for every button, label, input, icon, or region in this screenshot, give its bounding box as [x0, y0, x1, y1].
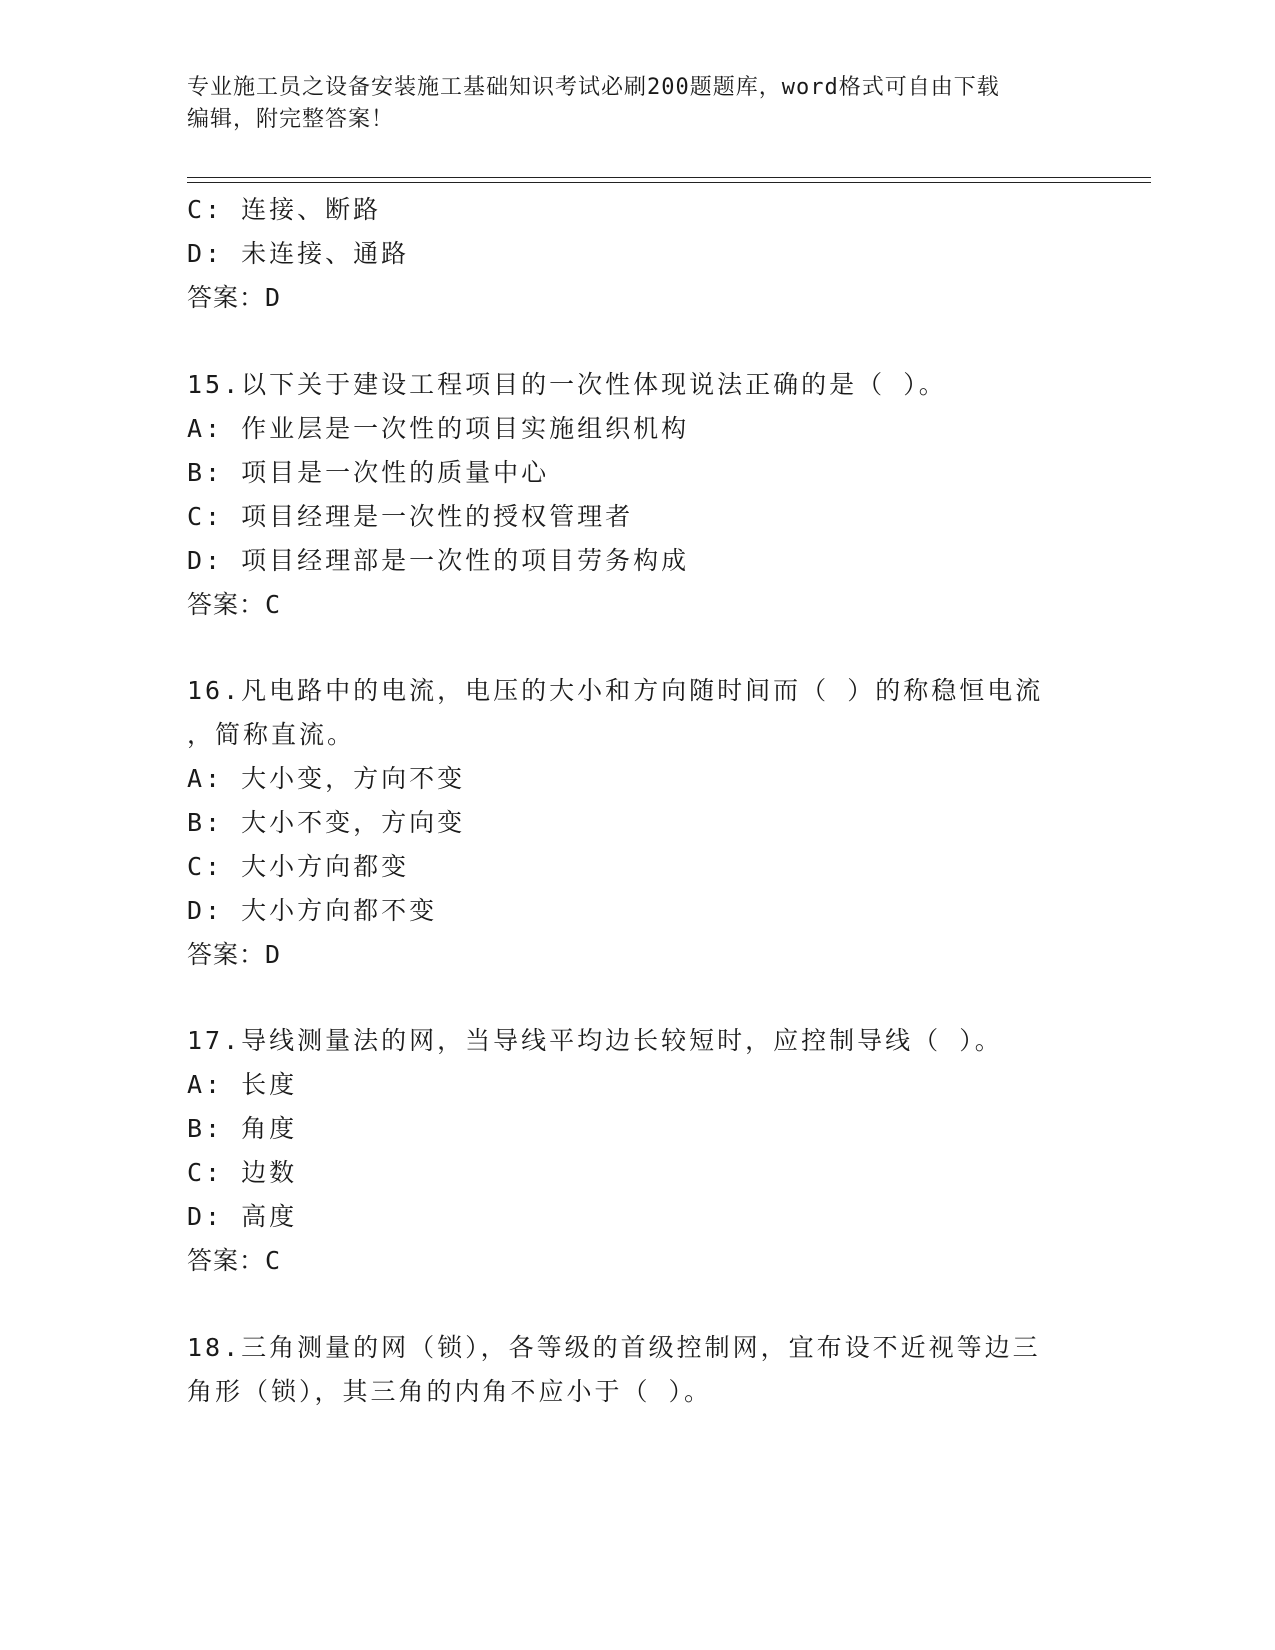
header-divider-top — [187, 177, 1151, 178]
q18-stem-line-1: 18.三角测量的网（锁），各等级的首级控制网，宜布设不近视等边三 — [187, 1333, 1041, 1362]
q16-option-a: A: 大小变，方向不变 — [187, 764, 466, 793]
q16-option-d: D: 大小方向都不变 — [187, 896, 438, 925]
q15-answer: 答案：C — [187, 590, 282, 619]
prev-question-answer: 答案：D — [187, 283, 282, 312]
q15-option-b: B: 项目是一次性的质量中心 — [187, 458, 550, 487]
q16-option-c: C: 大小方向都变 — [187, 852, 410, 881]
prev-question-option-c: C: 连接、断路 — [187, 195, 382, 224]
header-title-line-2: 编辑，附完整答案！ — [187, 107, 395, 132]
q15-stem: 15.以下关于建设工程项目的一次性体现说法正确的是（ ）。 — [187, 370, 947, 399]
document-header — [187, 72, 1087, 136]
q16-answer: 答案：D — [187, 940, 282, 969]
header-divider-bottom — [187, 182, 1151, 183]
q18-stem-line-2: 角形（锁），其三角的内角不应小于（ ）。 — [187, 1377, 713, 1406]
q16-stem-line-1: 16.凡电路中的电流，电压的大小和方向随时间而（ ）的称稳恒电流 — [187, 676, 1044, 705]
header-title-line-1: 专业施工员之设备安装施工基础知识考试必刷200题题库，word格式可自由下载 — [187, 75, 1000, 100]
q16-stem-line-2: ，简称直流。 — [187, 720, 356, 749]
q17-answer: 答案：C — [187, 1246, 282, 1275]
q17-option-d: D: 高度 — [187, 1202, 298, 1231]
q15-option-d: D: 项目经理部是一次性的项目劳务构成 — [187, 546, 690, 575]
q17-option-a: A: 长度 — [187, 1070, 298, 1099]
q17-stem: 17.导线测量法的网，当导线平均边长较短时，应控制导线（ ）。 — [187, 1026, 1003, 1055]
q17-option-b: B: 角度 — [187, 1114, 298, 1143]
q17-option-c: C: 边数 — [187, 1158, 298, 1187]
q15-option-a: A: 作业层是一次性的项目实施组织机构 — [187, 414, 690, 443]
prev-question-option-d: D: 未连接、通路 — [187, 239, 410, 268]
q15-option-c: C: 项目经理是一次性的授权管理者 — [187, 502, 634, 531]
q16-option-b: B: 大小不变，方向变 — [187, 808, 466, 837]
